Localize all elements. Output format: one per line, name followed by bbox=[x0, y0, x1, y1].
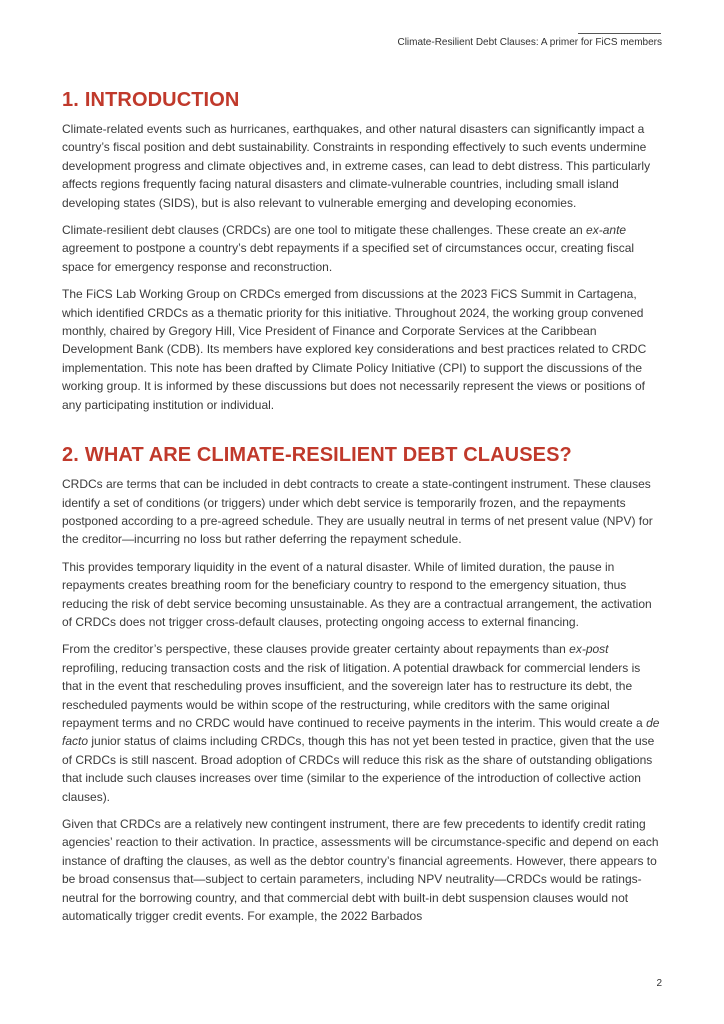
section-2-paragraph-1: CRDCs are terms that can be included in debt contracts to create a state-contingent instrument. These clauses identify a set of conditions (or triggers) under which debt service is temporarily frozen, and the repayments postponed according to a pre-agreed schedule. They are usually neutral in terms of net present value (NPV) for the creditor—incurring no loss but rather deferring the repayment schedule. bbox=[62, 477, 653, 547]
header-rule bbox=[578, 33, 661, 34]
section-2-title: WHAT ARE CLIMATE-RESILIENT DEBT CLAUSES? bbox=[84, 444, 572, 467]
section-1-paragraph-2-text-a: Climate-resilient debt clauses (CRDCs) are one tool to mitigate these challenges. These create an bbox=[62, 223, 587, 238]
section-2-paragraph-3-text-c: junior status of claims including CRDCs, though this has not yet been tested in practice, given that the use of CRDCs is still nascent. Broad adoption of CRDCs will reduce this risk as the share of outstanding obligations that include such clauses increases over time (similar to the experience of the introduction of collective action clauses). bbox=[62, 734, 655, 804]
section-1-paragraph-2 bbox=[62, 221, 662, 276]
section-1-title: INTRODUCTION bbox=[84, 89, 240, 111]
section-1-heading bbox=[62, 88, 662, 112]
section-1-number: 1. bbox=[62, 89, 79, 111]
section-1-paragraph-2-text-b: agreement to postpone a country’s debt repayments if a specified set of circumstances occur, creating fiscal space for emergency response and reconstruction. bbox=[62, 241, 635, 274]
section-2-paragraph-3-emphasis-1: ex-post bbox=[569, 642, 609, 657]
running-header: Climate-Resilient Debt Clauses: A primer for FiCS members bbox=[397, 37, 662, 48]
section-2-paragraph-2: This provides temporary liquidity in the event of a natural disaster. While of limited duration, the pause in repayments creates breathing room for the beneficiary country to respond to the emergency situation, thus reducing the risk of debt service becoming unsustainable. As they are a contractual arrangement, the activation of CRDCs does not trigger cross-default clauses, protecting ongoing access to external financing. bbox=[62, 559, 652, 629]
section-2-paragraph-3-emphasis-2: de facto bbox=[62, 715, 660, 749]
section-2-number: 2. bbox=[62, 444, 79, 467]
section-1-paragraph-1: Climate-related events such as hurricanes, earthquakes, and other natural disasters can significantly impact a country’s fiscal position and debt sustainability. Constraints in responding effectively to such events undermine development progress and climate objectives and, in extreme cases, can lead to debt distress. This particularly affects regions frequently facing natural disasters and climate-vulnerable countries, including small island developing states (SIDS), but is also relevant to vulnerable emerging and developing economies. bbox=[62, 122, 651, 210]
page-content bbox=[62, 88, 662, 934]
page-number: 2 bbox=[656, 978, 662, 989]
section-1-paragraph-3: The FiCS Lab Working Group on CRDCs emerged from discussions at the 2023 FiCS Summit in Cartagena, which identified CRDCs as a thematic priority for this initiative. Throughout 2024, the working group convened monthly, chaired by Gregory Hill, Vice President of Finance and Corporate Services at the Caribbean Development Bank (CDB). Its members have explored key considerations and best practices related to CRDC implementation. This note has been drafted by Climate Policy Initiative (CPI) to support the discussions of the working group. It is informed by these discussions but does not necessarily represent the views or positions of any participating institution or individual. bbox=[62, 287, 647, 412]
section-2-paragraph-3-text-a: From the creditor’s perspective, these clauses provide greater certainty about repayments than bbox=[62, 642, 570, 657]
section-2-paragraph-3-text-b: reprofiling, reducing transaction costs and the risk of litigation. A potential drawback for commercial lenders is that in the event that rescheduling proves insufficient, and the sovereign later has to restructure its debt, the rescheduled payments would be within scope of the restructuring, while creditors with the same original repayment terms and no CRDC would have continued to receive payments in the interim. This would create a bbox=[62, 660, 647, 730]
section-2-heading bbox=[62, 443, 662, 467]
section-1-paragraph-2-emphasis: ex-ante bbox=[586, 223, 627, 238]
section-2-paragraph-4: Given that CRDCs are a relatively new contingent instrument, there are few precedents to identify credit rating agencies’ reaction to their activation. In practice, assessments will be circumstance-specific and depend on each instance of drafting the clauses, as well as the debtor country’s financial agreements. However, there appears to be broad consensus that—subject to certain parameters, including NPV neutrality—CRDCs would be ratings-neutral for the borrowing country, and that commercial debt with built-in debt suspension clauses would not automatically trigger credit events. For example, the 2022 Barbados bbox=[62, 817, 659, 924]
section-2-paragraph-3 bbox=[62, 640, 662, 806]
